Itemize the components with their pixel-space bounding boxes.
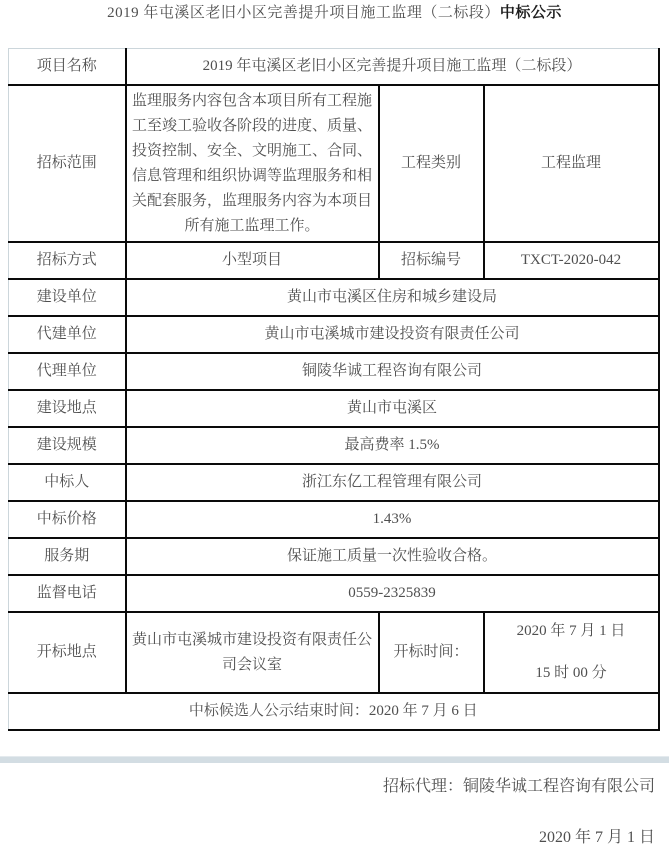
label-cell: 项目名称	[9, 49, 126, 86]
label-cell: 中标价格	[9, 501, 126, 538]
label-cell: 建设单位	[9, 279, 126, 316]
footer-bidding-agent: 招标代理：铜陵华诚工程咨询有限公司	[382, 778, 655, 795]
opening-time: 15 时 00 分	[535, 665, 607, 681]
row-construction-scale	[9, 427, 659, 464]
label-cell: 代理单位	[9, 353, 126, 390]
label-cell: 招标编号	[379, 242, 484, 279]
label-cell: 开标时间：	[379, 612, 484, 693]
value-cell: 黄山市屯溪区	[126, 390, 659, 427]
value-cell: 中标候选人公示结束时间：2020 年 7 月 6 日	[9, 693, 659, 730]
value-cell	[484, 612, 659, 693]
value-cell: 0559-2325839	[126, 575, 659, 612]
value-cell: 最高费率 1.5%	[126, 427, 659, 464]
row-project-name	[9, 49, 659, 86]
row-service-period	[9, 538, 659, 575]
row-bid-scope	[9, 85, 659, 242]
value-cell: 铜陵华诚工程咨询有限公司	[126, 353, 659, 390]
label-cell: 开标地点	[9, 612, 126, 693]
value-cell: 浙江东亿工程管理有限公司	[126, 464, 659, 501]
opening-date: 2020 年 7 月 1 日	[516, 623, 626, 639]
label-cell: 监督电话	[9, 575, 126, 612]
page-title-emphasis: 中标公示	[499, 5, 562, 21]
row-winning-price	[9, 501, 659, 538]
label-cell: 招标范围	[9, 85, 126, 242]
value-cell: 工程监理	[484, 85, 659, 242]
row-bid-method	[9, 242, 659, 279]
value-cell: 保证施工质量一次性验收合格。	[126, 538, 659, 575]
label-cell: 服务期	[9, 538, 126, 575]
page-title-main: 2019 年屯溪区老旧小区完善提升项目施工监理（二标段）	[107, 5, 500, 21]
row-construction-location	[9, 390, 659, 427]
row-construction-unit	[9, 279, 659, 316]
value-cell: 监理服务内容包含本项目所有工程施工至竣工验收各阶段的进度、质量、投资控制、安全、文明施工、合同、信息管理和组织协调等监理服务和相关配套服务，监理服务内容为本项目所有施工监理工作。	[126, 85, 379, 242]
value-cell: TXCT-2020-042	[484, 242, 659, 279]
row-agency-unit	[9, 353, 659, 390]
value-cell: 黄山市屯溪城市建设投资有限责任公司会议室	[126, 612, 379, 693]
label-cell: 建设地点	[9, 390, 126, 427]
bottom-edge-band	[0, 756, 669, 763]
page-title	[0, 0, 669, 23]
value-cell: 小型项目	[126, 242, 379, 279]
value-cell: 2019 年屯溪区老旧小区完善提升项目施工监理（二标段）	[126, 49, 659, 86]
row-supervision-phone	[9, 575, 659, 612]
label-cell: 中标人	[9, 464, 126, 501]
row-bid-opening	[9, 612, 659, 693]
label-cell: 建设规模	[9, 427, 126, 464]
bid-announcement-table	[8, 48, 660, 731]
label-cell: 代建单位	[9, 316, 126, 353]
label-cell: 工程类别	[379, 85, 484, 242]
label-cell: 招标方式	[9, 242, 126, 279]
row-agent-construction-unit	[9, 316, 659, 353]
row-publicity-end-time	[9, 693, 659, 730]
value-cell: 1.43%	[126, 501, 659, 538]
footer-date: 2020 年 7 月 1 日	[538, 829, 655, 846]
row-winner	[9, 464, 659, 501]
value-cell: 黄山市屯溪区住房和城乡建设局	[126, 279, 659, 316]
value-cell: 黄山市屯溪城市建设投资有限责任公司	[126, 316, 659, 353]
